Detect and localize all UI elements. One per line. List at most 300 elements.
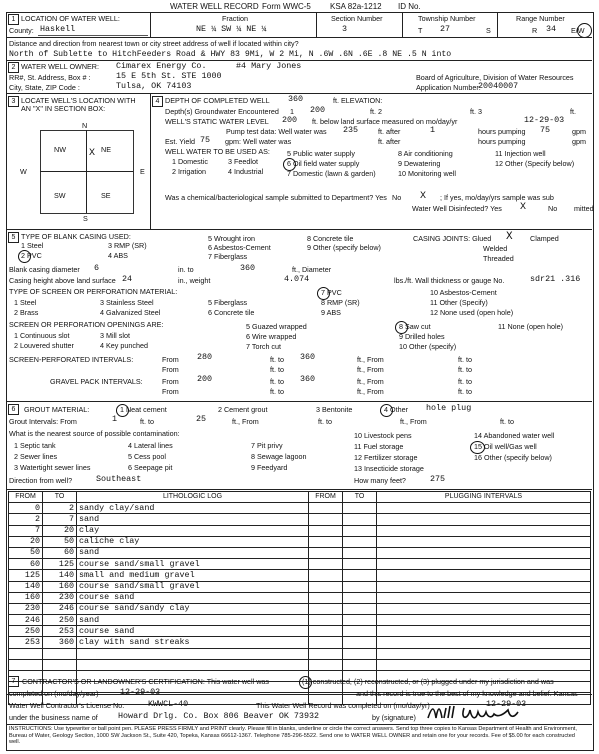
perf-row2-to: ft. to bbox=[270, 365, 284, 374]
application-value[interactable]: 20040007 bbox=[478, 81, 519, 91]
section-number-value[interactable]: 3 bbox=[342, 24, 348, 34]
cell-plug-to[interactable] bbox=[343, 659, 377, 670]
opening-9[interactable]: 9 Drilled holes bbox=[399, 332, 445, 341]
col-to: TO bbox=[43, 492, 77, 503]
gravel-label: GRAVEL PACK INTERVALS: bbox=[50, 377, 143, 386]
cell-plugging[interactable] bbox=[377, 592, 591, 603]
contam-8[interactable]: 8 Sewage lagoon bbox=[251, 452, 307, 461]
chem-tail2: mitted bbox=[574, 204, 594, 213]
cell-from[interactable]: 0 bbox=[9, 503, 43, 514]
cell-plug-to[interactable] bbox=[343, 637, 377, 648]
cell-lithology[interactable]: caliche clay bbox=[77, 536, 309, 547]
completed-label: completed on (mo/day/year) bbox=[9, 689, 99, 698]
use-label: WELL WATER TO BE USED AS: bbox=[165, 147, 270, 156]
screen-2[interactable]: 2 Brass bbox=[14, 308, 39, 317]
cell-to[interactable]: 60 bbox=[43, 547, 77, 558]
cell-lithology[interactable]: small and medium gravel bbox=[77, 570, 309, 581]
col-plug-to: TO bbox=[343, 492, 377, 503]
static-tail: ft. below land surface measured on mo/day/yr bbox=[312, 117, 458, 126]
gw-end: ft. bbox=[570, 107, 576, 116]
address-value[interactable]: 15 E 5th St. STE 1000 bbox=[116, 71, 222, 81]
table-row bbox=[9, 615, 591, 626]
contam-5[interactable]: 5 Cess pool bbox=[128, 452, 166, 461]
cell-to[interactable]: 125 bbox=[43, 559, 77, 570]
township-value[interactable]: 27 bbox=[440, 24, 451, 34]
perf-from-label: From bbox=[162, 355, 179, 364]
chem-no: No bbox=[392, 193, 402, 202]
casing-9[interactable]: 9 Other (specify below) bbox=[307, 243, 381, 252]
cell-plug-from[interactable] bbox=[309, 592, 343, 603]
cell-to[interactable]: 250 bbox=[43, 615, 77, 626]
cell-from[interactable]: 230 bbox=[9, 603, 43, 614]
cell-plug-from[interactable] bbox=[309, 503, 343, 514]
fraction-value[interactable]: NE ¼ SW ¼ NE ¼ bbox=[196, 24, 267, 34]
cell-lithology[interactable] bbox=[77, 648, 309, 659]
opening-10[interactable]: 10 Other (specify) bbox=[399, 342, 457, 351]
grout-4[interactable]: 4 Other bbox=[384, 405, 408, 414]
howmany-label: How many feet? bbox=[354, 476, 406, 485]
cell-plug-from[interactable] bbox=[309, 615, 343, 626]
record-date[interactable]: 12-29-03 bbox=[486, 699, 527, 709]
section-2-number: 2 bbox=[8, 62, 19, 73]
gravel-from-label: From bbox=[162, 377, 179, 386]
cell-lithology[interactable]: clay bbox=[77, 525, 309, 536]
perf-to-label: ft. to bbox=[270, 355, 284, 364]
range-label: Range Number bbox=[516, 14, 565, 23]
cell-plug-to[interactable] bbox=[343, 570, 377, 581]
table-row bbox=[9, 536, 591, 547]
perf-label: SCREEN-PERFORATED INTERVALS: bbox=[9, 355, 134, 364]
well-name-value[interactable]: #4 Mary Jones bbox=[236, 61, 302, 71]
grout-to-value[interactable]: 25 bbox=[196, 414, 207, 424]
section-7-number: 7 bbox=[8, 676, 19, 687]
cell-plugging[interactable] bbox=[377, 648, 591, 659]
use-6[interactable]: 6 Oil field water supply bbox=[287, 159, 360, 168]
record-label: This Water Well Record was completed on (mo/day/yr) bbox=[256, 701, 430, 710]
casing-8[interactable]: 8 Concrete tile bbox=[307, 234, 354, 243]
opening-1[interactable]: 1 Continuous slot bbox=[14, 331, 70, 340]
cell-plug-from[interactable] bbox=[309, 581, 343, 592]
grout-to2-label: ft. to bbox=[318, 417, 332, 426]
cell-plug-to[interactable] bbox=[343, 503, 377, 514]
range-value[interactable]: 34 bbox=[546, 24, 557, 34]
casing-2[interactable]: 2 PVC bbox=[21, 251, 42, 260]
address-label: RR#, St. Address, Box # : bbox=[9, 73, 91, 82]
section-box[interactable] bbox=[20, 121, 146, 224]
diameter-value[interactable]: 6 bbox=[94, 263, 100, 273]
gravel-from-value[interactable]: 200 bbox=[197, 374, 213, 384]
perf-to2-label: ft. to bbox=[458, 355, 472, 364]
casing-6[interactable]: 6 Asbestos-Cement bbox=[208, 243, 271, 252]
south-label: S bbox=[83, 214, 88, 223]
cell-plugging[interactable] bbox=[377, 503, 591, 514]
license-label: Water Well Contractor's License No. bbox=[9, 701, 125, 710]
gw1-value[interactable]: 200 bbox=[310, 105, 326, 115]
screen-8[interactable]: 8 RMP (SR) bbox=[321, 298, 360, 307]
cell-to[interactable]: 140 bbox=[43, 570, 77, 581]
application-label: Application Number: bbox=[416, 83, 481, 92]
howmany-value[interactable]: 275 bbox=[430, 474, 446, 484]
gravel-row2-from2: ft., From bbox=[357, 387, 384, 396]
section-number-label: Section Number bbox=[331, 14, 383, 23]
cell-plugging[interactable] bbox=[377, 615, 591, 626]
cell-from[interactable]: 160 bbox=[9, 592, 43, 603]
cell-from[interactable]: 253 bbox=[9, 637, 43, 648]
opening-2[interactable]: 2 Louvered shutter bbox=[14, 341, 74, 350]
table-row bbox=[9, 547, 591, 558]
contam-12[interactable]: 12 Fertilizer storage bbox=[354, 453, 418, 462]
grout-2[interactable]: 2 Cement grout bbox=[218, 405, 268, 414]
use-10[interactable]: 10 Monitoring well bbox=[398, 169, 456, 178]
range-ew: E/W bbox=[571, 26, 585, 35]
disinfect-x[interactable]: X bbox=[520, 202, 527, 213]
contam-3[interactable]: 3 Watertight sewer lines bbox=[14, 463, 91, 472]
perf-from-value[interactable]: 280 bbox=[197, 352, 213, 362]
cell-lithology[interactable]: clay with sand streaks bbox=[77, 637, 309, 648]
cell-plugging[interactable] bbox=[377, 659, 591, 670]
contam-2[interactable]: 2 Sewer lines bbox=[14, 452, 58, 461]
cell-plugging[interactable] bbox=[377, 626, 591, 637]
cell-from[interactable]: 125 bbox=[9, 570, 43, 581]
cell-lithology[interactable]: sandy clay/sand bbox=[77, 503, 309, 514]
static-date[interactable]: 12-29-03 bbox=[524, 115, 565, 125]
well-location-mark: X bbox=[89, 148, 96, 159]
use-9[interactable]: 9 Dewatering bbox=[398, 159, 441, 168]
contam-9[interactable]: 9 Feedyard bbox=[251, 463, 288, 472]
cell-lithology[interactable]: course sand/sandy clay bbox=[77, 603, 309, 614]
cell-from[interactable]: 60 bbox=[9, 559, 43, 570]
yield-hours-label: hours pumping bbox=[478, 137, 526, 146]
casing-5[interactable]: 5 Wrought iron bbox=[208, 234, 256, 243]
table-row bbox=[9, 603, 591, 614]
cell-to[interactable]: 20 bbox=[43, 525, 77, 536]
screen-3[interactable]: 3 Stainless Steel bbox=[100, 298, 154, 307]
use-2[interactable]: 2 Irrigation bbox=[172, 167, 206, 176]
cell-plug-from[interactable] bbox=[309, 514, 343, 525]
screen-6[interactable]: 6 Concrete tile bbox=[208, 308, 255, 317]
cell-plug-to[interactable] bbox=[343, 525, 377, 536]
signature-image bbox=[424, 699, 527, 724]
opening-8[interactable]: 8 Saw cut bbox=[399, 322, 431, 331]
screen-4[interactable]: 4 Galvanized Steel bbox=[100, 308, 161, 317]
opening-5[interactable]: 5 Guazed wrapped bbox=[246, 322, 307, 331]
cell-plugging[interactable] bbox=[377, 514, 591, 525]
direction-label: Direction from well? bbox=[9, 476, 73, 485]
cell-plugging[interactable] bbox=[377, 637, 591, 648]
se-label: SE bbox=[101, 191, 111, 200]
gauge-value[interactable]: sdr21 .316 bbox=[530, 274, 581, 284]
cell-plug-to[interactable] bbox=[343, 626, 377, 637]
cell-to[interactable]: 253 bbox=[43, 626, 77, 637]
yield-ft-after: ft. after bbox=[378, 137, 401, 146]
use-5[interactable]: 5 Public water supply bbox=[287, 149, 355, 158]
county-value[interactable]: Haskell bbox=[40, 24, 76, 34]
disinfect-label: Water Well Disinfected? Yes bbox=[412, 204, 502, 213]
cell-from[interactable]: 140 bbox=[9, 581, 43, 592]
cell-plug-from[interactable] bbox=[309, 626, 343, 637]
use-3[interactable]: 3 Feedlot bbox=[228, 157, 258, 166]
cell-plug-to[interactable] bbox=[343, 603, 377, 614]
east-label: E bbox=[140, 167, 145, 176]
use-12[interactable]: 12 Other (Specify below) bbox=[495, 159, 575, 168]
form-title: WATER WELL RECORD bbox=[170, 2, 259, 11]
grout-1-circle bbox=[116, 404, 129, 417]
cert-label: CONTRACTOR'S OR LANDOWNER'S CERTIFICATION: This water well was bbox=[22, 677, 270, 686]
gravel-row2-to: ft. to bbox=[270, 387, 284, 396]
cell-lithology[interactable]: course sand/small gravel bbox=[77, 559, 309, 570]
cell-from[interactable] bbox=[9, 659, 43, 670]
pump-hours-label: hours pumping bbox=[478, 127, 526, 136]
grout-1[interactable]: 1 Neat cement bbox=[120, 405, 167, 414]
township-s: S bbox=[486, 26, 491, 35]
north-label: N bbox=[82, 121, 88, 130]
clamped-label: Clamped bbox=[530, 234, 559, 243]
cell-plugging[interactable] bbox=[377, 581, 591, 592]
yield-gpm-unit: gpm bbox=[572, 137, 586, 146]
cell-lithology[interactable]: sand bbox=[77, 547, 309, 558]
owner-value[interactable]: Cimarex Energy Co. bbox=[116, 61, 207, 71]
cert-1-circle bbox=[299, 676, 312, 689]
diameter-to[interactable]: 360 bbox=[240, 263, 256, 273]
diameter-ft: ft., Diameter bbox=[292, 265, 332, 274]
cell-from[interactable]: 246 bbox=[9, 615, 43, 626]
chem-x[interactable]: X bbox=[420, 191, 427, 202]
pump-gpm[interactable]: 75 bbox=[540, 125, 551, 135]
casing-2-circle bbox=[18, 250, 31, 263]
section-1-number: 1 bbox=[8, 14, 19, 25]
cell-plug-to[interactable] bbox=[343, 592, 377, 603]
grout-4-circle bbox=[380, 404, 393, 417]
section-6-number: 6 bbox=[8, 404, 19, 415]
cell-to[interactable] bbox=[43, 648, 77, 659]
elevation-label: ft. ELEVATION: bbox=[333, 96, 383, 105]
county-label: County: bbox=[9, 26, 34, 35]
casing-joints-label: CASING JOINTS: Glued bbox=[413, 234, 492, 243]
gw1-no: 1 bbox=[290, 107, 294, 116]
casing-7[interactable]: 7 Fiberglass bbox=[208, 252, 248, 261]
yield-gpm: gpm: Well water was bbox=[225, 137, 292, 146]
screen-title: TYPE OF SCREEN OR PERFORATION MATERIAL: bbox=[9, 287, 178, 296]
height-weight: in., weight bbox=[178, 276, 211, 285]
cell-plug-from[interactable] bbox=[309, 637, 343, 648]
depth-value[interactable]: 360 bbox=[288, 94, 304, 104]
sw-label: SW bbox=[54, 191, 66, 200]
casing-1[interactable]: 1 Steel bbox=[21, 241, 44, 250]
grout-from3-label: ft., From bbox=[400, 417, 427, 426]
contam-13[interactable]: 13 Insecticide storage bbox=[354, 464, 424, 473]
use-7[interactable]: 7 Domestic (lawn & garden) bbox=[287, 169, 376, 178]
contam-7[interactable]: 7 Pit privy bbox=[251, 441, 283, 450]
cell-plug-from[interactable] bbox=[309, 659, 343, 670]
pump-hours[interactable]: 1 bbox=[430, 125, 436, 135]
opening-6[interactable]: 6 Wire wrapped bbox=[246, 332, 297, 341]
grout-from-value[interactable]: 1 bbox=[112, 414, 118, 424]
contam-10[interactable]: 10 Livestock pens bbox=[354, 431, 412, 440]
casing-4[interactable]: 4 ABS bbox=[108, 251, 128, 260]
contam-15[interactable]: 15 Oil well/Gas well bbox=[474, 442, 537, 451]
table-row bbox=[9, 503, 591, 514]
cell-to[interactable]: 360 bbox=[43, 637, 77, 648]
section-4-number: 4 bbox=[152, 96, 163, 107]
cell-plug-to[interactable] bbox=[343, 615, 377, 626]
gravel-row2-to2: ft. to bbox=[458, 387, 472, 396]
cell-plug-to[interactable] bbox=[343, 581, 377, 592]
chem-tail: ; If yes, mo/day/yrs sample was sub bbox=[440, 193, 554, 202]
screen-10[interactable]: 10 Asbestos-Cement bbox=[430, 288, 497, 297]
screen-7[interactable]: 7 PVC bbox=[321, 288, 342, 297]
screen-11[interactable]: 11 Other (Specify) bbox=[430, 298, 488, 307]
cell-lithology[interactable] bbox=[77, 659, 309, 670]
business-label: under the business name of bbox=[9, 713, 98, 722]
static-value[interactable]: 200 bbox=[282, 115, 298, 125]
cell-lithology[interactable]: course sand/small gravel bbox=[77, 581, 309, 592]
cell-plugging[interactable] bbox=[377, 570, 591, 581]
weight-value[interactable]: 4.074 bbox=[284, 274, 310, 284]
section-1-title: LOCATION OF WATER WELL: bbox=[21, 14, 120, 23]
contam-4[interactable]: 4 Lateral lines bbox=[128, 441, 173, 450]
cell-from[interactable]: 7 bbox=[9, 525, 43, 536]
welded-label: Welded bbox=[483, 244, 508, 253]
cell-plug-from[interactable] bbox=[309, 525, 343, 536]
contam-1[interactable]: 1 Septic tank bbox=[14, 441, 56, 450]
screen-5[interactable]: 5 Fiberglass bbox=[208, 298, 248, 307]
cell-plugging[interactable] bbox=[377, 603, 591, 614]
completed-value[interactable]: 12-29-03 bbox=[120, 687, 161, 697]
cell-from[interactable]: 20 bbox=[9, 536, 43, 547]
license-value[interactable]: KWWCL-40 bbox=[148, 699, 189, 709]
diameter-in-to: in. to bbox=[178, 265, 194, 274]
cell-plugging[interactable] bbox=[377, 547, 591, 558]
cell-plug-from[interactable] bbox=[309, 603, 343, 614]
gravel-from2-label: ft., From bbox=[357, 377, 384, 386]
col-from: FROM bbox=[9, 492, 43, 503]
height-label: Casing height above land surface bbox=[9, 276, 116, 285]
diameter-label: Blank casing diameter bbox=[9, 265, 80, 274]
use-4[interactable]: 4 Industrial bbox=[228, 167, 264, 176]
contam-16[interactable]: 16 Other (specify below) bbox=[474, 453, 552, 462]
screen-9[interactable]: 9 ABS bbox=[321, 308, 341, 317]
cell-to[interactable]: 246 bbox=[43, 603, 77, 614]
cell-plugging[interactable] bbox=[377, 559, 591, 570]
screen-12[interactable]: 12 None used (open hole) bbox=[430, 308, 514, 317]
cell-plug-to[interactable] bbox=[343, 547, 377, 558]
cell-to[interactable] bbox=[43, 659, 77, 670]
cell-plug-to[interactable] bbox=[343, 514, 377, 525]
contam-11[interactable]: 11 Fuel storage bbox=[354, 442, 404, 451]
gravel-to-value[interactable]: 360 bbox=[300, 374, 316, 384]
section-3-number: 3 bbox=[8, 96, 19, 107]
cell-lithology[interactable]: course sand bbox=[77, 626, 309, 637]
township-label: Township Number bbox=[418, 14, 476, 23]
groundwater-label: Depth(s) Groundwater Encountered bbox=[165, 107, 279, 116]
cell-plug-to[interactable] bbox=[343, 536, 377, 547]
contam-14[interactable]: 14 Abandoned water well bbox=[474, 431, 555, 440]
business-value[interactable]: Howard Drlg. Co. Box 806 Beaver OK 73932 bbox=[118, 711, 320, 721]
nw-label: NW bbox=[54, 145, 66, 154]
casing-3[interactable]: 3 RMP (SR) bbox=[108, 241, 147, 250]
yield-value[interactable]: 75 bbox=[200, 135, 211, 145]
direction-value[interactable]: Southeast bbox=[96, 474, 142, 484]
cell-plugging[interactable] bbox=[377, 525, 591, 536]
range-w-circle bbox=[577, 23, 592, 38]
cell-plug-from[interactable] bbox=[309, 648, 343, 659]
distance-value[interactable]: North of Sublette to HitchFeeders Road & HWY 83 9Mi, W 2 Mi, N .6W .6N .6E .8 NE .5 N into bbox=[9, 50, 452, 59]
grout-other-value[interactable]: hole plug bbox=[426, 403, 472, 413]
cell-lithology[interactable]: course sand bbox=[77, 592, 309, 603]
grout-3[interactable]: 3 Bentonite bbox=[316, 405, 353, 414]
cell-plug-from[interactable] bbox=[309, 570, 343, 581]
west-label: W bbox=[20, 167, 27, 176]
use-11[interactable]: 11 Injection well bbox=[495, 149, 546, 158]
table-row bbox=[9, 581, 591, 592]
distance-label: Distance and direction from nearest town or city street address of well if located within city? bbox=[9, 39, 299, 48]
table-row bbox=[9, 525, 591, 536]
cell-from[interactable]: 2 bbox=[9, 514, 43, 525]
openings-title: SCREEN OR PERFORATION OPENINGS ARE: bbox=[9, 320, 164, 329]
opening-3[interactable]: 3 Mill slot bbox=[100, 331, 130, 340]
static-label: WELL'S STATIC WATER LEVEL bbox=[165, 117, 269, 126]
cell-plug-to[interactable] bbox=[343, 559, 377, 570]
cell-plugging[interactable] bbox=[377, 536, 591, 547]
contam-6[interactable]: 6 Seepage pit bbox=[128, 463, 173, 472]
joints-x[interactable]: X bbox=[506, 231, 513, 243]
gw3-label: ft. 3 bbox=[470, 107, 482, 116]
col-plug-from: FROM bbox=[309, 492, 343, 503]
cell-from[interactable] bbox=[9, 648, 43, 659]
id-label: ID No. bbox=[398, 2, 421, 11]
screen-1[interactable]: 1 Steel bbox=[14, 298, 37, 307]
cell-to[interactable]: 160 bbox=[43, 581, 77, 592]
township-t: T bbox=[418, 26, 423, 35]
height-value[interactable]: 24 bbox=[122, 274, 133, 284]
completed-tail: and this record is true to the best of my knowledge and belief. Kansas bbox=[356, 689, 578, 698]
board-label: Board of Agriculture, Division of Water Resources bbox=[416, 73, 574, 82]
table-header-row bbox=[9, 492, 591, 503]
table-row bbox=[9, 659, 591, 670]
cell-plug-from[interactable] bbox=[309, 559, 343, 570]
opening-4[interactable]: 4 Key punched bbox=[100, 341, 148, 350]
table-row bbox=[9, 592, 591, 603]
gauge-label: lbs./ft. Wall thickness or gauge No. bbox=[394, 276, 505, 285]
cell-from[interactable]: 250 bbox=[9, 626, 43, 637]
fraction-label: Fraction bbox=[222, 14, 248, 23]
cell-lithology[interactable]: sand bbox=[77, 615, 309, 626]
perf-row2-to2: ft. to bbox=[458, 365, 472, 374]
perf-to-value[interactable]: 360 bbox=[300, 352, 316, 362]
cell-lithology[interactable]: sand bbox=[77, 514, 309, 525]
grout-to-label: ft. to bbox=[140, 417, 154, 426]
cell-to[interactable]: 230 bbox=[43, 592, 77, 603]
ksa-number: KSA 82a-1212 bbox=[330, 2, 382, 11]
opening-11[interactable]: 11 None (open hole) bbox=[498, 322, 563, 331]
pump-level[interactable]: 235 bbox=[343, 125, 359, 135]
table-row bbox=[9, 626, 591, 637]
cell-to[interactable]: 50 bbox=[43, 536, 77, 547]
city-value[interactable]: Tulsa, OK 74103 bbox=[116, 81, 192, 91]
disinfect-no: No bbox=[548, 204, 558, 213]
use-8[interactable]: 8 Air conditioning bbox=[398, 149, 453, 158]
use-1[interactable]: 1 Domestic bbox=[172, 157, 208, 166]
cell-to[interactable]: 7 bbox=[43, 514, 77, 525]
casing-title: TYPE OF BLANK CASING USED: bbox=[21, 232, 131, 241]
cell-plug-from[interactable] bbox=[309, 547, 343, 558]
cell-plug-from[interactable] bbox=[309, 536, 343, 547]
cell-from[interactable]: 50 bbox=[9, 547, 43, 558]
range-r: R bbox=[532, 26, 538, 35]
cell-to[interactable]: 2 bbox=[43, 503, 77, 514]
opening-7[interactable]: 7 Torch cut bbox=[246, 342, 282, 351]
cell-plug-to[interactable] bbox=[343, 648, 377, 659]
